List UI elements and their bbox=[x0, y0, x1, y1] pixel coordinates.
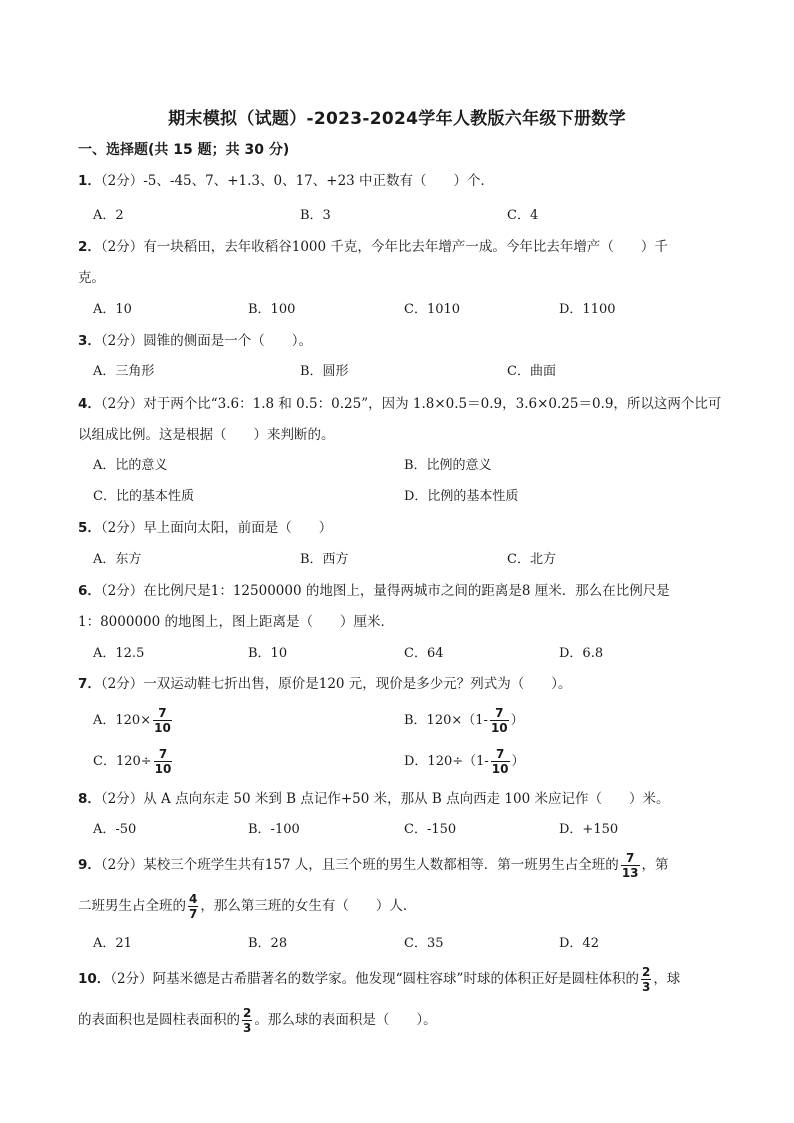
question-number: 3． bbox=[78, 333, 101, 349]
question-number: 1． bbox=[78, 173, 101, 189]
question-number: 7． bbox=[78, 676, 101, 692]
option-text: D．120÷（1- bbox=[404, 754, 489, 769]
q1-option-c[interactable]: C．4 bbox=[507, 208, 539, 223]
question-text: 二班男生占全班的 bbox=[78, 898, 186, 914]
question-4-cont: 以组成比例。这是根据（ ）来判断的。 bbox=[78, 427, 335, 443]
q9-option-b[interactable]: B．28 bbox=[248, 936, 288, 951]
question-5 bbox=[78, 518, 332, 538]
fraction-denominator: 10 bbox=[154, 762, 172, 776]
option-text: ） bbox=[511, 754, 525, 769]
q7-option-c[interactable] bbox=[93, 747, 174, 777]
fraction-numerator: 7 bbox=[625, 851, 635, 865]
fraction-denominator: 7 bbox=[189, 907, 198, 921]
fraction-denominator: 13 bbox=[621, 866, 639, 880]
question-10-cont bbox=[78, 1003, 437, 1037]
q4-option-b[interactable]: B．比例的意义 bbox=[404, 458, 492, 473]
question-text: （2分）对于两个比“3.6：1.8 和 0.5：0.25”，因为 1.8×0.5＝0.9，3.6×0.25＝0.9，所以这两个比可 bbox=[100, 396, 722, 412]
fraction-denominator: 10 bbox=[490, 721, 508, 735]
fraction-numerator: 2 bbox=[641, 965, 651, 979]
question-number: 8． bbox=[78, 791, 101, 807]
q2-option-b[interactable]: B．100 bbox=[248, 302, 296, 317]
q2-option-d[interactable]: D．1100 bbox=[559, 302, 616, 317]
q2-option-a[interactable]: A．10 bbox=[93, 302, 132, 317]
section-heading: 一、选择题(共 15 题；共 30 分) bbox=[78, 142, 290, 158]
option-text: C．120÷ bbox=[93, 754, 152, 769]
q2-option-c[interactable]: C．1010 bbox=[404, 302, 461, 317]
q3-option-a[interactable]: A．三角形 bbox=[93, 364, 155, 379]
question-8 bbox=[78, 789, 669, 809]
fraction-numerator: 4 bbox=[189, 892, 198, 906]
fraction-denominator: 10 bbox=[154, 721, 171, 735]
question-number: 9． bbox=[78, 857, 101, 873]
q9-option-d[interactable]: D．42 bbox=[559, 936, 599, 951]
q8-option-d[interactable]: D．+150 bbox=[559, 822, 619, 837]
q6-option-a[interactable]: A．12.5 bbox=[93, 646, 145, 661]
q1-option-a[interactable]: A．2 bbox=[93, 208, 124, 223]
fraction-numerator: 7 bbox=[158, 706, 167, 720]
question-text: ，那么第三班的女生有（ ）人． bbox=[200, 898, 417, 914]
question-1 bbox=[78, 171, 494, 191]
question-text: （2分）早上面向太阳，前面是（ ） bbox=[100, 520, 333, 536]
q4-option-d[interactable]: D．比例的基本性质 bbox=[404, 489, 519, 504]
q7-option-d[interactable] bbox=[404, 747, 525, 777]
question-9 bbox=[78, 848, 669, 882]
q5-option-b[interactable]: B．西方 bbox=[300, 552, 349, 567]
fraction bbox=[621, 851, 640, 880]
question-2 bbox=[78, 237, 668, 257]
q8-option-c[interactable]: C．-150 bbox=[404, 822, 457, 837]
question-text: （2分）圆锥的侧面是一个（ ）。 bbox=[100, 333, 312, 349]
fraction-denominator: 3 bbox=[641, 980, 651, 994]
question-text: ，球 bbox=[653, 971, 681, 987]
question-text: （2分）在比例尺是1：12500000 的地图上，量得两城市之间的距离是8 厘米．那么在比例尺是 bbox=[100, 583, 670, 599]
fraction-numerator: 7 bbox=[158, 747, 168, 761]
q6-option-b[interactable]: B．10 bbox=[248, 646, 288, 661]
question-text: （2分）阿基米德是古希腊著名的数学家。他发现“圆柱容球”时球的体积正好是圆柱体积的 bbox=[110, 971, 639, 987]
question-number: 4． bbox=[78, 396, 101, 412]
option-text: A．120× bbox=[93, 713, 152, 728]
question-text: （2分）一双运动鞋七折出售，原价是120 元，现价是多少元？列式为（ ）。 bbox=[100, 676, 572, 692]
question-number: 6． bbox=[78, 583, 101, 599]
question-number: 5． bbox=[78, 520, 101, 536]
question-number: 2． bbox=[78, 239, 101, 255]
question-text: （2分）有一块稻田，去年收稻谷1000 千克，今年比去年增产一成。今年比去年增产（ ）千 bbox=[100, 239, 668, 255]
fraction bbox=[242, 1006, 252, 1035]
q7-option-a[interactable] bbox=[93, 706, 174, 736]
fraction bbox=[188, 892, 198, 921]
fraction-numerator: 7 bbox=[495, 747, 505, 761]
option-text: B．120×（1- bbox=[404, 713, 488, 728]
q1-option-b[interactable]: B．3 bbox=[300, 208, 331, 223]
q9-option-a[interactable]: A．21 bbox=[93, 936, 132, 951]
fraction bbox=[154, 747, 173, 776]
q4-option-c[interactable]: C．比的基本性质 bbox=[93, 489, 194, 504]
question-text: （2分）从 A 点向东走 50 米到 B 点记作+50 米，那从 B 点向西走 100 米应记作（ ）米。 bbox=[100, 791, 670, 807]
page-title: 期末模拟（试题）-2023-2024学年人教版六年级下册数学 bbox=[168, 109, 626, 129]
question-4 bbox=[78, 394, 721, 414]
question-text: 的表面积也是圆柱表面积的 bbox=[78, 1012, 240, 1028]
option-text: ） bbox=[510, 713, 524, 728]
question-10 bbox=[78, 962, 680, 996]
fraction-numerator: 7 bbox=[495, 706, 504, 720]
question-9-cont bbox=[78, 889, 416, 923]
q8-option-b[interactable]: B．-100 bbox=[248, 822, 300, 837]
fraction bbox=[153, 706, 172, 735]
question-text: 。那么球的表面积是（ ）。 bbox=[254, 1012, 437, 1028]
fraction bbox=[641, 965, 651, 994]
fraction-denominator: 10 bbox=[491, 762, 509, 776]
q9-option-c[interactable]: C．35 bbox=[404, 936, 444, 951]
q5-option-c[interactable]: C．北方 bbox=[507, 552, 556, 567]
fraction bbox=[490, 706, 509, 735]
question-number: 10． bbox=[78, 971, 111, 987]
q4-option-a[interactable]: A．比的意义 bbox=[93, 458, 168, 473]
q6-option-d[interactable]: D．6.8 bbox=[559, 646, 604, 661]
question-3 bbox=[78, 331, 312, 351]
q6-option-c[interactable]: C．64 bbox=[404, 646, 444, 661]
question-text: （2分）-5、-45、7、+1.3、0、17、+23 中正数有（ ）个． bbox=[100, 173, 495, 189]
fraction-numerator: 2 bbox=[243, 1006, 252, 1020]
fraction bbox=[491, 747, 510, 776]
q5-option-a[interactable]: A．东方 bbox=[93, 552, 142, 567]
q3-option-b[interactable]: B．圆形 bbox=[300, 364, 349, 379]
question-2-cont: 克。 bbox=[78, 270, 105, 286]
q3-option-c[interactable]: C．曲面 bbox=[507, 364, 556, 379]
q8-option-a[interactable]: A．-50 bbox=[93, 822, 137, 837]
question-6-cont: 1：8000000 的地图上，图上距离是（ ）厘米． bbox=[78, 614, 395, 630]
question-text: ，第 bbox=[641, 857, 669, 873]
question-text: （2分）某校三个班学生共有157 人，且三个班的男生人数都相等．第一班男生占全班的 bbox=[100, 857, 619, 873]
question-6 bbox=[78, 581, 670, 601]
question-7 bbox=[78, 674, 572, 694]
fraction-denominator: 3 bbox=[243, 1021, 252, 1035]
q7-option-b[interactable] bbox=[404, 706, 524, 736]
